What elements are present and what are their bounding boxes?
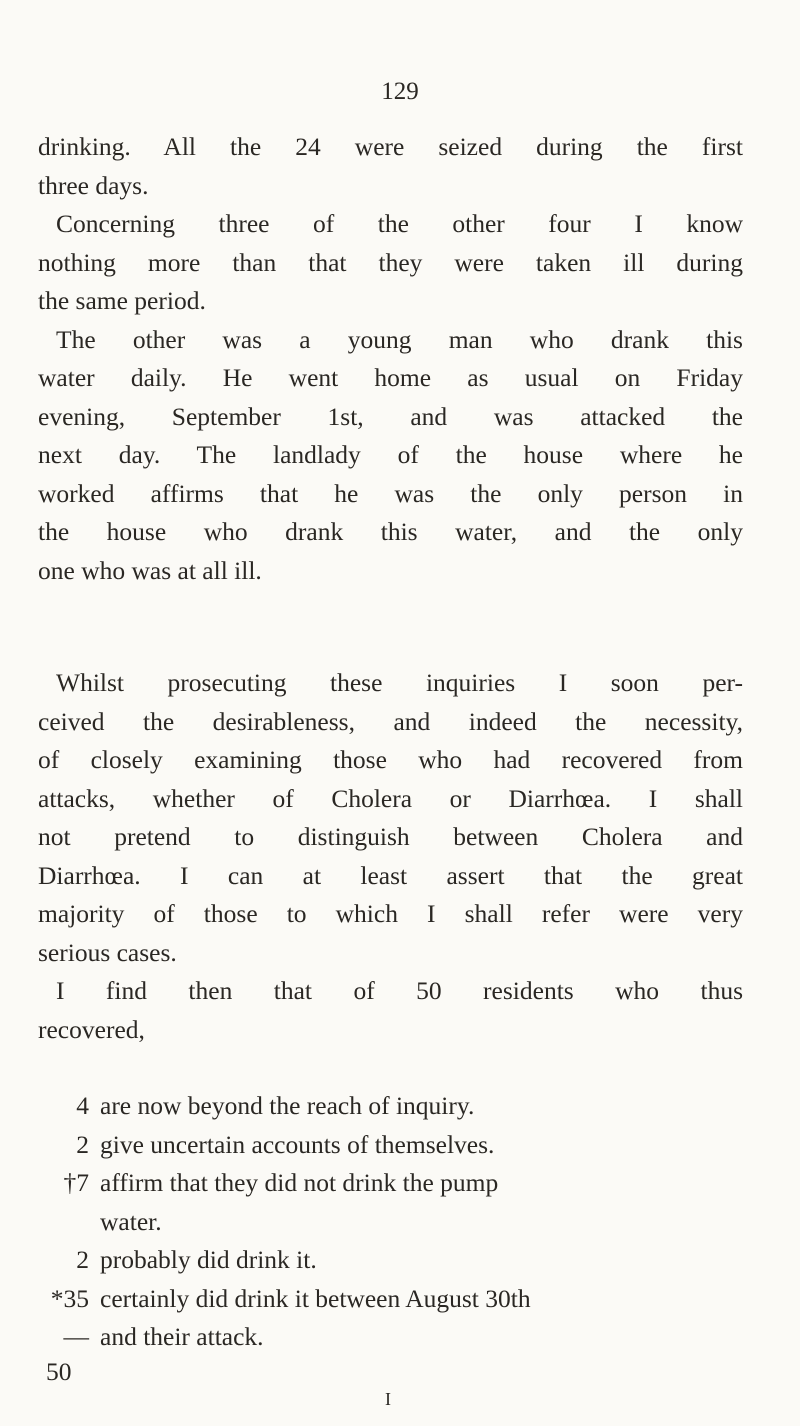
text-line: serious cases. — [38, 937, 177, 967]
list-item-text: give uncertain accounts of themselves. — [100, 1129, 495, 1159]
text-line: drinking. All the 24 were seized during the first — [38, 132, 743, 161]
list-item-text: affirm that they did not drink the pump — [100, 1168, 499, 1197]
list-item — [38, 1318, 758, 1357]
text-line: Whilst prosecuting these inquiries I soon per- — [56, 668, 743, 697]
paragraph-block-1 — [38, 128, 743, 590]
text-line: recovered, — [38, 1014, 145, 1044]
list-item-number: †7 — [63, 1168, 89, 1197]
text-line: nothing more than that they were taken ill during — [38, 247, 743, 277]
text-line: evening, September 1st, and was attacked the — [38, 401, 743, 431]
text-line: Concerning three of the other four I know — [56, 209, 743, 238]
text-line: three days. — [38, 170, 149, 200]
list-item — [38, 1164, 758, 1203]
text-line: worked affirms that he was the only person in — [38, 478, 743, 508]
text-line: ceived the desirableness, and indeed the necessity, — [38, 706, 743, 736]
text-line: majority of those to which I shall refer were very — [38, 899, 743, 928]
list-item-text: are now beyond the reach of inquiry. — [100, 1091, 475, 1120]
text-line: next day. The landlady of the house where he — [38, 440, 743, 469]
list-item-text: probably did drink it. — [100, 1245, 317, 1274]
text-line: of closely examining those who had recovered from — [38, 745, 743, 774]
list-item — [38, 1126, 758, 1165]
text-line: I find then that of 50 residents who thus — [56, 976, 743, 1005]
list-item — [38, 1280, 758, 1319]
text-line: Diarrhœa. I can at least assert that the great — [38, 860, 743, 890]
list-item — [38, 1203, 758, 1242]
list-item — [38, 1241, 758, 1280]
list-item-number: *35 — [50, 1283, 89, 1313]
total-count: 50 — [46, 1357, 72, 1386]
page-number: 129 — [381, 78, 419, 105]
list-item-number: 2 — [76, 1245, 89, 1274]
list-item-number: 2 — [76, 1129, 89, 1159]
paragraph-block-2 — [38, 664, 743, 1049]
text-line: water daily. He went home as usual on Friday — [38, 363, 743, 392]
list-item-text: water. — [100, 1206, 162, 1236]
text-line: attacks, whether of Cholera or Diarrhœa. I shall — [38, 783, 743, 813]
list-item-dash: — — [63, 1322, 89, 1351]
list-item-text: and their attack. — [100, 1322, 264, 1351]
list-item-number — [38, 1203, 100, 1242]
list-item-text: certainly did drink it between August 30th — [100, 1283, 531, 1313]
text-line: The other was a young man who drank this — [56, 324, 743, 354]
text-line: not pretend to distinguish between Cholera and — [38, 822, 743, 851]
text-line: one who was at all ill. — [38, 555, 262, 585]
list-item-number: 4 — [76, 1091, 89, 1120]
signature-mark: I — [385, 1389, 391, 1409]
text-line: the house who drank this water, and the only — [38, 517, 743, 546]
list-item — [38, 1087, 758, 1126]
text-line: the same period. — [38, 286, 206, 315]
residents-tally-list — [38, 1087, 758, 1357]
